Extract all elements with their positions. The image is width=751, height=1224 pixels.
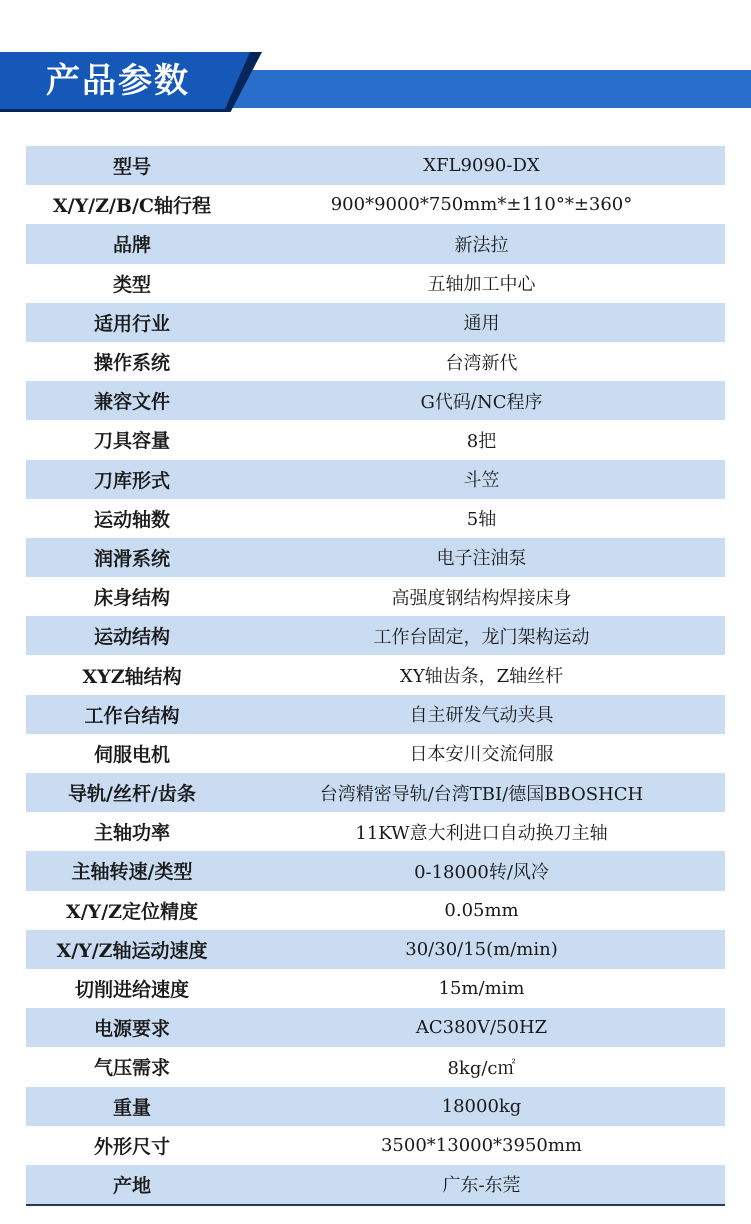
spec-label: X/Y/Z定位精度 (26, 891, 238, 930)
spec-value: 900*9000*750mm*±110°*±360° (238, 185, 725, 224)
spec-value: 斗笠 (238, 460, 725, 499)
spec-row (26, 460, 725, 499)
spec-row (26, 381, 725, 420)
spec-value: 11KW意大利进口自动换刀主轴 (238, 812, 725, 851)
spec-label: 切削进给速度 (26, 969, 238, 1008)
spec-row (26, 264, 725, 303)
spec-label: 品牌 (26, 224, 238, 263)
spec-row (26, 499, 725, 538)
spec-value: 工作台固定，龙门架构运动 (238, 616, 725, 655)
spec-row (26, 303, 725, 342)
spec-value: XFL9090-DX (238, 146, 725, 185)
spec-row (26, 224, 725, 263)
spec-row (26, 616, 725, 655)
spec-label: 兼容文件 (26, 381, 238, 420)
spec-row (26, 812, 725, 851)
section-banner (0, 0, 751, 125)
spec-label: 主轴功率 (26, 812, 238, 851)
spec-row (26, 146, 725, 185)
spec-value: 30/30/15(m/min) (238, 930, 725, 969)
spec-label: 床身结构 (26, 577, 238, 616)
spec-label: 刀具容量 (26, 420, 238, 459)
spec-row (26, 420, 725, 459)
spec-row (26, 538, 725, 577)
spec-label: 外形尺寸 (26, 1126, 238, 1165)
spec-label: 工作台结构 (26, 695, 238, 734)
spec-value: 高强度钢结构焊接床身 (238, 577, 725, 616)
spec-row (26, 773, 725, 812)
spec-value: 通用 (238, 303, 725, 342)
spec-value: 新法拉 (238, 224, 725, 263)
spec-row (26, 342, 725, 381)
spec-value: 台湾新代 (238, 342, 725, 381)
spec-value: 日本安川交流伺服 (238, 734, 725, 773)
spec-value: 自主研发气动夹具 (238, 695, 725, 734)
spec-label: X/Y/Z轴运动速度 (26, 930, 238, 969)
spec-row (26, 969, 725, 1008)
spec-value: 3500*13000*3950mm (238, 1126, 725, 1165)
spec-row (26, 655, 725, 694)
spec-label: 气压需求 (26, 1047, 238, 1086)
spec-label: 运动轴数 (26, 499, 238, 538)
spec-row (26, 577, 725, 616)
spec-row (26, 1165, 725, 1205)
spec-value: 5轴 (238, 499, 725, 538)
spec-value: 0.05mm (238, 891, 725, 930)
spec-label: 类型 (26, 264, 238, 303)
spec-value: 8把 (238, 420, 725, 459)
spec-row (26, 851, 725, 890)
spec-value: XY轴齿条，Z轴丝杆 (238, 655, 725, 694)
spec-label: 导轨/丝杆/齿条 (26, 773, 238, 812)
spec-label: 型号 (26, 146, 238, 185)
spec-row (26, 695, 725, 734)
spec-value: 18000kg (238, 1087, 725, 1126)
spec-value: 广东-东莞 (238, 1165, 725, 1205)
spec-label: 伺服电机 (26, 734, 238, 773)
spec-row (26, 1047, 725, 1086)
spec-row (26, 1126, 725, 1165)
spec-value: AC380V/50HZ (238, 1008, 725, 1047)
spec-label: XYZ轴结构 (26, 655, 238, 694)
spec-label: 主轴转速/类型 (26, 851, 238, 890)
spec-label: 电源要求 (26, 1008, 238, 1047)
spec-label: 操作系统 (26, 342, 238, 381)
spec-value: 台湾精密导轨/台湾TBI/德国BBOSHCH (238, 773, 725, 812)
section-title: 产品参数 (46, 61, 190, 101)
spec-value: G代码/NC程序 (238, 381, 725, 420)
spec-label: 运动结构 (26, 616, 238, 655)
spec-value: 0-18000转/风冷 (238, 851, 725, 890)
spec-row (26, 930, 725, 969)
spec-value: 15m/mim (238, 969, 725, 1008)
spec-table-body (26, 146, 725, 1205)
spec-row (26, 734, 725, 773)
spec-value: 五轴加工中心 (238, 264, 725, 303)
spec-label: 润滑系统 (26, 538, 238, 577)
spec-row (26, 1087, 725, 1126)
spec-value: 8kg/c㎡ (238, 1047, 725, 1086)
spec-label: 产地 (26, 1165, 238, 1205)
spec-label: X/Y/Z/B/C轴行程 (26, 185, 238, 224)
spec-value: 电子注油泵 (238, 538, 725, 577)
spec-label: 适用行业 (26, 303, 238, 342)
spec-label: 重量 (26, 1087, 238, 1126)
spec-table (26, 146, 725, 1206)
spec-row (26, 891, 725, 930)
spec-row (26, 1008, 725, 1047)
spec-row (26, 185, 725, 224)
spec-label: 刀库形式 (26, 460, 238, 499)
